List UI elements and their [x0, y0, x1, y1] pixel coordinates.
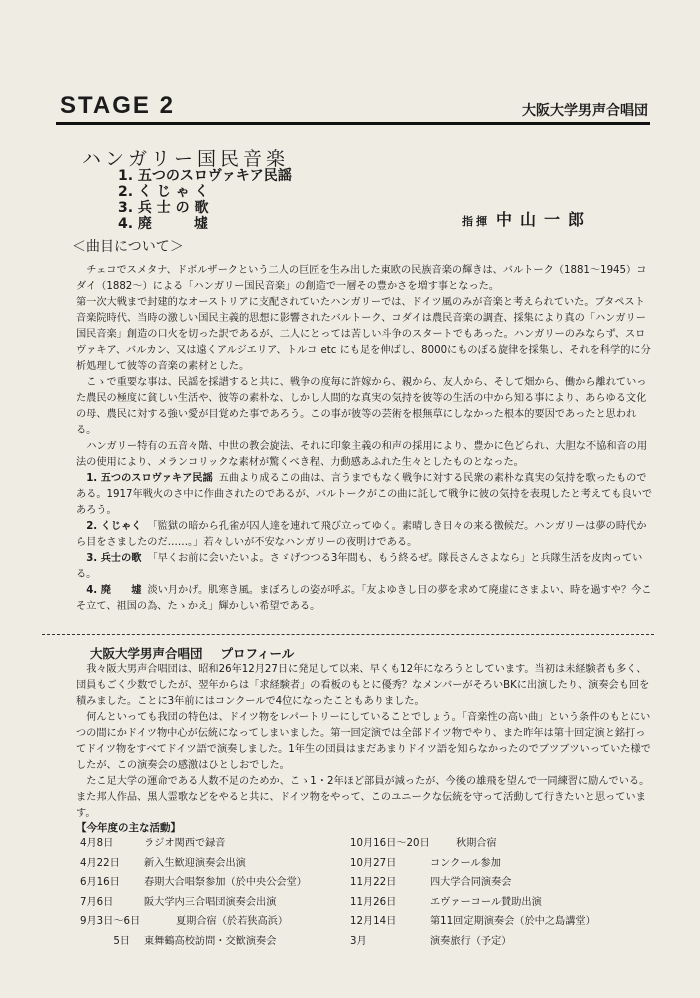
activity-date: 6月16日	[80, 877, 120, 889]
header-rule	[56, 122, 650, 125]
activity-date: 5日	[113, 935, 130, 947]
activity-event: 夏期合宿（於若狭高浜）	[176, 916, 289, 928]
activity-row	[76, 912, 307, 932]
club-name: 大阪大学男声合唱団	[522, 103, 648, 119]
activity-row	[350, 854, 596, 874]
song-note	[76, 583, 654, 615]
piece-item: 4. 廃 墟	[118, 216, 208, 232]
activities-right	[350, 834, 596, 952]
notes-paragraph: チェコでスメタナ、ドボルザークという二人の巨匠を生み出した東欧の民族音楽の輝きは、バルトーク（1881〜1945）コダイ（1882〜）による「ハンガリー国民音楽」の創造で一層その豊かさを増す事となった。	[76, 265, 647, 292]
song-label: 2. くじゃく	[86, 521, 142, 532]
activity-date: 12月14日	[350, 916, 397, 928]
activity-row	[350, 932, 596, 952]
song-text: 「監獄の暗から孔雀が囚人達を連れて飛び立ってゆく。素晴しき日々の来る徴候だ。ハンガリーは夢の時代から目をさましたのだ……。」若々しいが不安なハンガリーの夜明けである。	[76, 521, 647, 548]
song-text: 五曲より成るこの曲は、言うまでもなく戦争に対する民衆の素朴な真実の気持を歌ったものである。1917年戦火のさ中に作曲されたのであるが、バルトークがこの曲に託して戦争に彼の気持を表現したと考えても良いであろう。	[76, 473, 653, 516]
song-label: 3. 兵士の歌	[86, 553, 142, 564]
profile-paragraph: 我々阪大男声合唱団は、昭和26年12月27日に発足して以来、早くも12年になろうとしています。当初は未経験者も多く、団員もごく少数でしたが、翌年からは「求経験者」の看板のもとに優秀？なメンバーがそろいBKに出演したり、演奏会も回を積みました。ことに3年前にはコンクールで4位になったこともありました。	[76, 664, 650, 707]
activities-left	[76, 834, 307, 952]
activity-row	[76, 893, 307, 913]
song-text: 淡い月かげ。肌寒き風。まぼろしの姿が呼ぶ。「友よゆきし日の夢を求めて廃虚にさまよい、時を過すや？今こそ立て、祖国の為、たゝかえ」輝かしい希望である。	[76, 585, 652, 612]
program-title: ハンガリー国民音楽	[82, 148, 290, 170]
activity-date: 10月16日〜20日	[350, 838, 430, 849]
activity-event: 春期大合唱祭参加（於中央公会堂）	[144, 877, 307, 889]
activity-date: 4月8日	[80, 838, 114, 849]
activity-date: 10月27日	[350, 857, 397, 869]
activity-date: 11月22日	[350, 877, 397, 889]
piece-item: 3. 兵 士 の 歌	[118, 200, 209, 216]
activity-date: 7月6日	[80, 896, 114, 908]
section-divider	[42, 634, 654, 635]
activity-event: 演奏旅行（予定）	[430, 935, 512, 947]
activities-heading: 【今年度の主な活動】	[76, 822, 181, 834]
piece-item: 2. く じ ゃ く	[118, 184, 209, 200]
song-note	[76, 551, 654, 583]
song-note	[76, 471, 654, 519]
piece-list	[118, 168, 292, 232]
activity-row	[76, 932, 307, 952]
notes-paragraph: 第一次大戦まで封建的なオーストリアに支配されていたハンガリーでは、ドイツ風のみが音楽と考えられていた。ブタペスト音楽院時代、当時の激しい国民主義的思想に影響されたバルトーク、コダイは農民音楽の調査、採集により真の「ハンガリー国民音楽」創造の口火を切った訳であるが、二人にとっては苦しい斗争のスタートでもあった。ハンガリーのみならず、スロヴァキア、バルカン、又は遠くアルジエリア、トルコ etc にも足を伸ばし、8000にものぼる旋律を採集し、それを科学的に分析処理して彼等の音楽の素材とした。	[76, 297, 651, 372]
profile-paragraph: たこ足大学の運命である人数不足のためか、こゝ1・2年ほど部員が減ったが、今後の雄飛を望んで一同練習に励んでいる。また邦人作品、黒人霊歌などをやると共に、ドイツ物をやって、このユニークな伝統を守って活動して行きたいと思っています。	[76, 776, 650, 819]
profile-title	[90, 644, 294, 662]
conductor-credit	[462, 207, 592, 230]
notes-paragraph: ハンガリー特有の五音々階、中世の教会旋法、それに印象主義の和声の採用により、豊かに色どられ、大胆な不協和音の用法の使用により、メランコリックな素材が驚くべき程、力動感あふれた生々としたものとなった。	[76, 441, 648, 468]
profile-body	[76, 662, 654, 822]
activity-event: 新入生歓迎演奏会出演	[144, 857, 246, 869]
activity-row	[76, 834, 307, 854]
conductor-label: 指揮	[462, 215, 490, 228]
conductor-name: 中山一郎	[496, 210, 593, 229]
stage-heading: STAGE 2	[60, 92, 175, 119]
activity-date: 11月26日	[350, 896, 397, 908]
activity-event: 四大学合同演奏会	[430, 877, 512, 889]
song-label: 1. 五つのスロヴァキア民謡	[86, 473, 213, 484]
activity-date: 3月	[350, 935, 367, 947]
activity-event: 秋期合宿	[456, 838, 497, 849]
profile-label: プロフィール	[220, 646, 295, 661]
activity-event: エヴァーコール賛助出演	[430, 896, 542, 908]
piece-item: 1. 五つのスロヴァキア民謡	[118, 168, 292, 184]
activity-row	[350, 834, 596, 854]
song-label: 4. 廃 墟	[86, 585, 142, 596]
activity-event: 第11回定期演奏会（於中之島講堂）	[430, 916, 596, 928]
notes-body	[76, 263, 654, 615]
activity-event: 阪大学内三合唱団演奏会出演	[144, 896, 277, 908]
notes-heading: ＜曲目について＞	[72, 239, 184, 255]
activity-event: 東舞鶴高校訪問・交歓演奏会	[144, 935, 277, 947]
activity-row	[350, 893, 596, 913]
notes-paragraph: こゝで重要な事は、民謡を採譜すると共に、戦争の度毎に許嫁から、親から、友人から、そして畑から、働から離れていった農民の極度に貧しい生活や、彼等の素朴な、しかし人間的な真実の気持を彼等の生活の中から知る事により、あらゆる文化の母、農民に対する強い愛が目覚めた事であろう。この事が彼等の芸術を根無草にしなかった根本的要因であったと思われる。	[76, 377, 647, 436]
activity-event: コンクール参加	[430, 857, 501, 869]
song-text: 「早くお前に会いたいよ。さゞげつつる3年間も、もう終るぜ。隊長さんさよなら」と兵隊生活を皮肉っている。	[76, 553, 643, 580]
activity-date: 9月3日〜6日	[80, 916, 141, 928]
song-note	[76, 519, 654, 551]
activity-date: 4月22日	[80, 857, 120, 869]
activity-row	[350, 912, 596, 932]
activity-row	[76, 873, 307, 893]
activity-row	[76, 854, 307, 874]
profile-paragraph: 何んといっても我団の特色は、ドイツ物をレパートリーにしていることでしょう。「音楽性の高い曲」という条件のもとにいつの間にかドイツ物中心が伝統になってしまいました。第一回定演では全部ドイツ物でやり、また昨年は第十回定演と銘打ってドイツ物をすべてドイツ語で演奏しました。1年生の団員はまだあまりドイツ語を知らなかったのでブツブツいっていた様でしたが、この演奏会の感激はひとしおでした。	[76, 712, 651, 771]
profile-club: 大阪大学男声合唱団	[90, 646, 203, 661]
activity-row	[350, 873, 596, 893]
activity-event: ラジオ関西で録音	[144, 838, 226, 849]
